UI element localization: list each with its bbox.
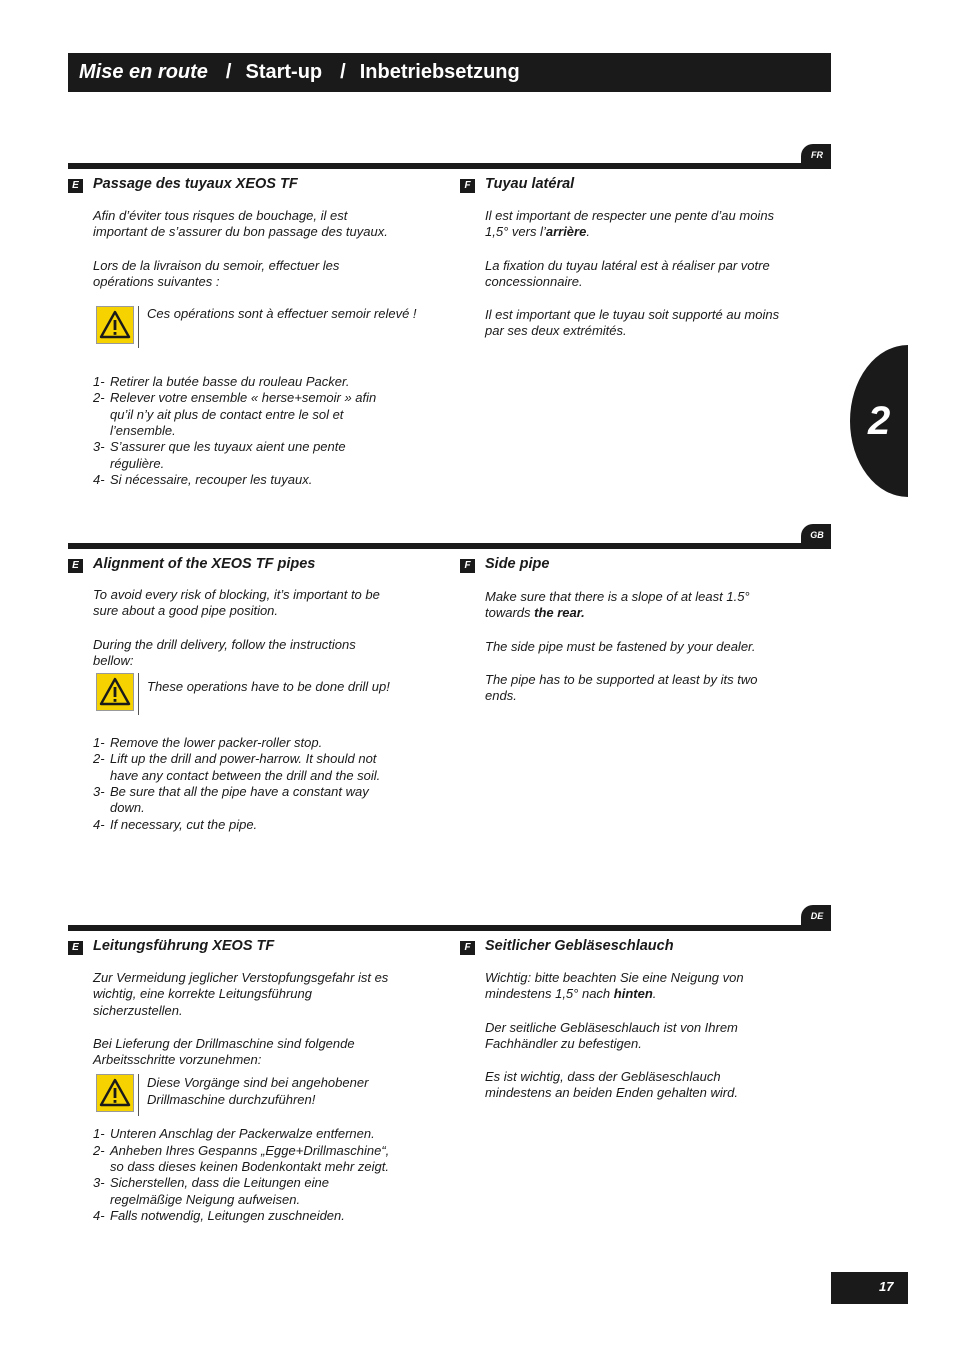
section-divider bbox=[68, 163, 831, 169]
header-separator: / bbox=[225, 61, 232, 83]
warning-icon bbox=[96, 306, 134, 344]
column-body bbox=[93, 970, 398, 1068]
steps-list bbox=[93, 1126, 398, 1224]
list-item: 3- S’assurer que les tuyaux aient une pente régulière. bbox=[93, 439, 346, 471]
list-item: 1- Unteren Anschlag der Packerwalze entfernen. bbox=[93, 1126, 375, 1142]
paragraph: Make sure that there is a slope of at least 1.5° towards the rear. bbox=[485, 589, 750, 621]
paragraph: Es ist wichtig, dass der Gebläseschlauch mindestens an beiden Enden gehalten wird. bbox=[485, 1069, 738, 1101]
column-body bbox=[485, 589, 790, 704]
header-separator: / bbox=[340, 61, 346, 83]
paragraph: Afin d’éviter tous risques de bouchage, il est important de s’assurer du bon passage des tuyaux. bbox=[93, 208, 388, 240]
column-title: Seitlicher Gebläseschlauch bbox=[485, 938, 674, 954]
list-item: 4- If necessary, cut the pipe. bbox=[93, 816, 258, 832]
section-divider bbox=[68, 925, 831, 931]
column-body bbox=[485, 208, 790, 340]
warning-icon bbox=[96, 673, 134, 711]
column-left bbox=[68, 176, 417, 488]
paragraph: Bei Lieferung der Drillmaschine sind folgende Arbeitsschritte vorzunehmen: bbox=[93, 1035, 355, 1068]
column-heading bbox=[460, 556, 790, 574]
list-item: 1- Retirer la butée basse du rouleau Packer. bbox=[93, 374, 350, 390]
paragraph: The side pipe must be fastened by your dealer. bbox=[485, 638, 756, 654]
list-item: 2- Anheben Ihres Gespanns „Egge+Drillmaschine“, so dass dieses keinen Bodenkontakt mehr zeigt. bbox=[93, 1142, 390, 1175]
language-tab-gb: GB bbox=[801, 524, 831, 548]
page-number: 17 bbox=[831, 1272, 908, 1304]
paragraph: Wichtig: bitte beachten Sie eine Neigung von mindestens 1,5° nach hinten. bbox=[485, 970, 744, 1002]
section-badge: E bbox=[68, 559, 83, 573]
section-badge: E bbox=[68, 941, 83, 955]
page-header bbox=[68, 53, 831, 92]
steps-list-container bbox=[93, 1126, 398, 1224]
paragraph: Il est important que le tuyau soit supporté au moins par ses deux extrémités. bbox=[485, 307, 780, 339]
steps-list bbox=[93, 374, 398, 488]
column-left bbox=[68, 556, 398, 833]
warning-text: Diese Vorgänge sind bei angehobener Drillmaschine durchzuführen! bbox=[147, 1075, 369, 1107]
header-title-en: Start-up bbox=[245, 61, 323, 83]
warning-notice bbox=[93, 673, 398, 713]
chapter-tab: 2 bbox=[850, 345, 908, 497]
list-item: 3- Be sure that all the pipe have a constant way down. bbox=[93, 784, 369, 816]
column-left bbox=[68, 938, 398, 1224]
column-right bbox=[460, 176, 790, 340]
warning-text: Ces opérations sont à effectuer semoir relevé ! bbox=[147, 306, 417, 322]
paragraph: To avoid every risk of blocking, it’s important to be sure about a good pipe position. bbox=[93, 587, 380, 619]
section-badge: F bbox=[460, 179, 475, 193]
column-title: Leitungsführung XEOS TF bbox=[93, 938, 275, 954]
column-body bbox=[93, 587, 398, 669]
column-heading bbox=[460, 176, 790, 194]
column-body bbox=[93, 208, 398, 290]
language-tab-fr: FR bbox=[801, 144, 831, 168]
steps-list bbox=[93, 735, 398, 833]
steps-list-container bbox=[93, 374, 398, 488]
paragraph: The pipe has to be supported at least by its two ends. bbox=[485, 671, 758, 704]
column-title: Side pipe bbox=[485, 556, 550, 572]
warning-notice bbox=[93, 306, 417, 346]
paragraph: Il est important de respecter une pente d’au moins 1,5° vers l’arrière. bbox=[485, 208, 775, 240]
paragraph: Zur Vermeidung jeglicher Verstopfungsgefahr ist es wichtig, eine korrekte Leitungsführung sicherzustellen. bbox=[93, 970, 389, 1018]
section-badge: F bbox=[460, 941, 475, 955]
column-right bbox=[460, 556, 790, 704]
column-title: Tuyau latéral bbox=[485, 176, 575, 192]
paragraph: During the drill delivery, follow the instructions bellow: bbox=[93, 636, 356, 668]
column-heading bbox=[68, 176, 398, 194]
paragraph: La fixation du tuyau latéral est à réaliser par votre concessionnaire. bbox=[485, 257, 770, 289]
column-heading bbox=[68, 556, 398, 574]
list-item: 4- Falls notwendig, Leitungen zuschneiden. bbox=[93, 1207, 345, 1223]
warning-icon bbox=[96, 1074, 134, 1112]
column-body bbox=[485, 970, 790, 1102]
section-badge: F bbox=[460, 559, 475, 573]
list-item: 2- Lift up the drill and power-harrow. It should not have any contact between the drill and the soil. bbox=[93, 751, 381, 783]
list-item: 4- Si nécessaire, recouper les tuyaux. bbox=[93, 471, 313, 487]
header-title-de: Inbetriebsetzung bbox=[359, 61, 520, 83]
language-tab-de: DE bbox=[801, 905, 831, 929]
list-item: 2- Relever votre ensemble « herse+semoir » afin qu’il n’y ait plus de contact entre le sol et l’ensemble. bbox=[93, 390, 377, 439]
warning-notice bbox=[93, 1074, 398, 1114]
warning-divider bbox=[138, 673, 139, 715]
column-heading bbox=[460, 938, 790, 956]
column-title: Passage des tuyaux XEOS TF bbox=[93, 176, 298, 192]
paragraph: Der seitliche Gebläseschlauch ist von Ihrem Fachhändler zu befestigen. bbox=[485, 1019, 738, 1051]
header-title-fr: Mise en route bbox=[79, 61, 208, 83]
list-item: 3- Sicherstellen, dass die Leitungen eine regelmäßige Neigung aufweisen. bbox=[93, 1175, 329, 1207]
section-badge: E bbox=[68, 179, 83, 193]
column-right bbox=[460, 938, 790, 1102]
warning-divider bbox=[138, 1074, 139, 1116]
paragraph: Lors de la livraison du semoir, effectuer les opérations suivantes : bbox=[93, 257, 340, 289]
warning-text: These operations have to be done drill up! bbox=[147, 679, 390, 695]
column-heading bbox=[68, 938, 398, 956]
warning-divider bbox=[138, 306, 139, 348]
section-divider bbox=[68, 543, 831, 549]
column-title: Alignment of the XEOS TF pipes bbox=[93, 556, 316, 572]
steps-list-container bbox=[93, 735, 398, 833]
list-item: 1- Remove the lower packer-roller stop. bbox=[93, 735, 323, 751]
